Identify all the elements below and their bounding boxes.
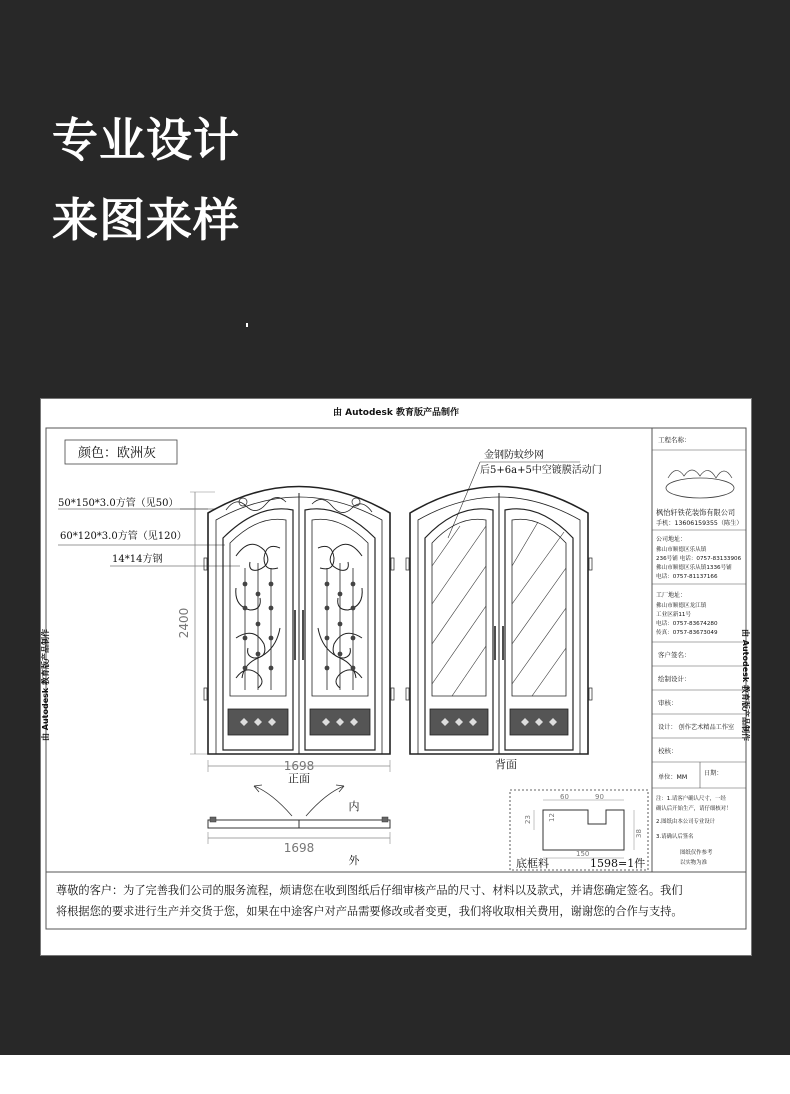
- frame-dim-150: 150: [576, 850, 590, 858]
- color-label: 颜色：欧洲灰: [78, 446, 157, 461]
- tb-drafter: 绘制设计：: [658, 675, 691, 683]
- tb-factory-line-2: 工业区新11号: [656, 612, 692, 618]
- tb-office-line-2: 236号铺 电话：0757-83133906: [656, 556, 742, 562]
- tb-project-name: 工程名称：: [658, 436, 691, 444]
- tb-factory-line-1: 佛山市顺德区龙江镇: [656, 603, 707, 609]
- notice-line-1: 尊敬的客户：为了完善我们公司的服务流程，烦请您在收到图纸后仔细审核产品的尺寸、材料以及款式，并请您确定签名。我们: [56, 884, 683, 897]
- tb-office-line-4: 电话：0757-81137166: [656, 574, 718, 580]
- tb-note-4: 3.请确认后签名: [656, 834, 694, 840]
- frame-dim-38: 38: [635, 829, 643, 838]
- screen-note-2: 后5+6a+5中空镀膜活动门: [480, 465, 602, 476]
- frame-dim-23: 23: [524, 815, 532, 824]
- watermark-top: 由 Autodesk 教育版产品制作: [332, 408, 460, 418]
- callout-3: 14*14方钢: [112, 554, 163, 565]
- tb-office-title: 公司地址：: [656, 536, 687, 543]
- tb-factory-title: 工厂地址：: [656, 592, 687, 599]
- headline-line-1: 专业设计: [52, 113, 240, 167]
- outside-label: 外: [348, 854, 360, 867]
- frame-dim-60: 60: [560, 793, 569, 801]
- tb-date: 日期：: [704, 770, 723, 777]
- tb-factory-line-4: 传真：0757-83673049: [656, 630, 718, 636]
- tb-company: 枫怡轩铁花装饰有限公司: [656, 508, 736, 517]
- tb-note-6: 以实物为准: [680, 860, 707, 866]
- headline-line-2: 来图来样: [52, 193, 240, 247]
- frame-dim-12: 12: [548, 813, 556, 822]
- tb-note-2: 确认后开始生产，请仔细核对！: [656, 806, 732, 812]
- tb-phone: 手机：13606159355（陈生）: [656, 520, 743, 527]
- watermark-right: 由 Autodesk 教育版产品制作: [741, 628, 750, 742]
- tb-customer-sign: 客户签名：: [658, 651, 691, 659]
- callout-1: 50*150*3.0方管（见50）: [58, 498, 179, 509]
- tb-note-5: 图纸仅作参考: [680, 850, 713, 856]
- inside-label: 内: [348, 800, 360, 813]
- frame-quantity: 1598=1件: [590, 857, 646, 870]
- cad-drawing-sheet: [40, 398, 752, 956]
- notice-line-2: 将根据您的要求进行生产并交货于您，如果在中途客户对产品需要修改或者变更，我们将收取相关费用，谢谢您的合作与支持。: [56, 905, 683, 918]
- dim-height: 2400: [177, 607, 191, 639]
- frame-dim-90: 90: [595, 793, 604, 801]
- tb-note-3: 2.图纸由本公司专业设计: [656, 819, 716, 825]
- tb-factory-line-3: 电话：0757-83674280: [656, 621, 718, 627]
- tb-office-line-3: 佛山市顺德区乐从镇1336号铺: [656, 565, 732, 571]
- screen-note-1: 金钢防蚊纱网: [484, 450, 544, 461]
- dim-bottom: 1698: [283, 841, 315, 855]
- watermark-left: 由 Autodesk 教育版产品制作: [41, 628, 50, 742]
- tb-unit: 单位：MM: [658, 774, 688, 781]
- frame-label: 底框料: [516, 857, 549, 870]
- tb-reviewer: 审核：: [658, 699, 678, 707]
- tb-design: 设计： 创作艺术精品工作室: [658, 724, 735, 731]
- callout-2: 60*120*3.0方管（见120）: [60, 531, 187, 542]
- front-label: 正面: [288, 772, 310, 785]
- dim-width: 1698: [283, 759, 315, 773]
- dot-mark: [246, 323, 248, 327]
- tb-office-line-1: 佛山市顺德区乐从镇: [656, 547, 707, 553]
- tb-checker: 校核：: [658, 747, 678, 755]
- tb-note-1: 注：1.请客户确认尺寸，一经: [656, 796, 726, 802]
- back-label: 背面: [495, 758, 517, 771]
